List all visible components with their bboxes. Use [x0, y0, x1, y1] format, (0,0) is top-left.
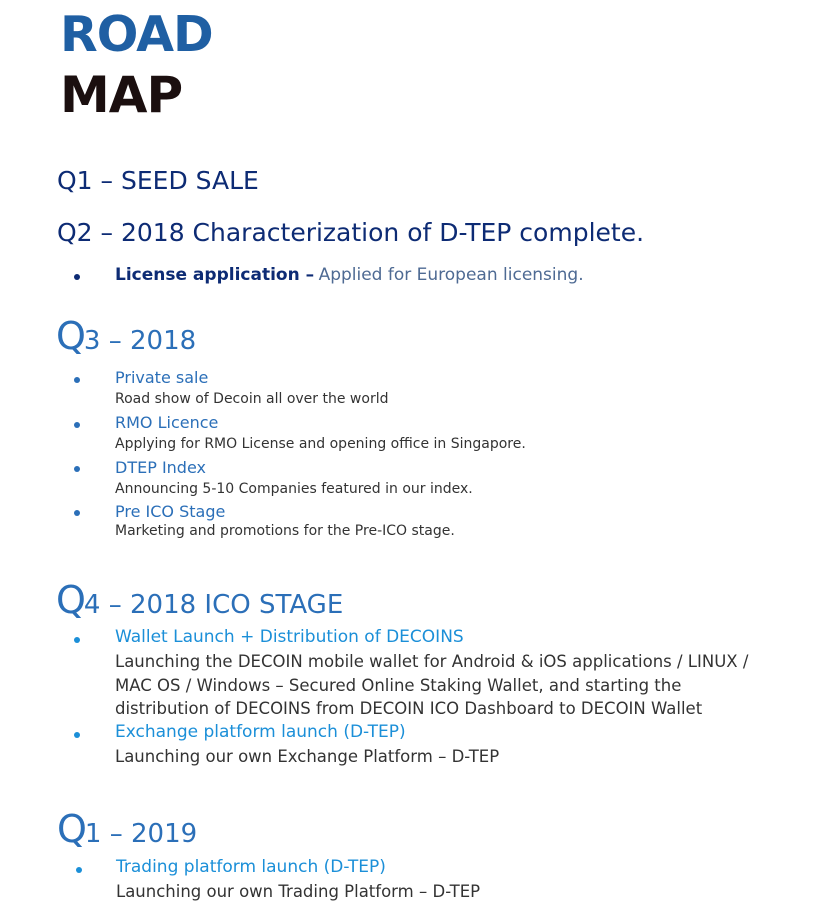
bullet-icon: [74, 732, 80, 738]
section-heading-q3-2018: Q3 – 2018: [56, 314, 197, 358]
bullet-icon: [74, 510, 80, 516]
item-title: Wallet Launch + Distribution of DECOINS: [115, 627, 464, 647]
item-title: DTEP Index: [115, 458, 206, 477]
item-description: Applying for RMO License and opening office in Singapore.: [115, 436, 526, 452]
item-description: Launching our own Trading Platform – D-TEP: [116, 882, 481, 901]
bullet-icon: [74, 274, 80, 280]
item-title: Private sale: [115, 368, 209, 387]
item-title: Exchange platform launch (D-TEP): [115, 722, 406, 742]
section-heading-q4-2018: Q4 – 2018 ICO STAGE: [56, 578, 344, 622]
item-description: Road show of Decoin all over the world: [115, 391, 389, 407]
item-description: MAC OS / Windows – Secured Online Staking Wallet, and starting the: [115, 676, 682, 695]
section-heading-q1-seed: Q1 – SEED SALE: [57, 166, 259, 195]
title-road: ROAD: [60, 6, 213, 63]
section-heading-q2-2018: Q2 – 2018 Characterization of D-TEP complete.: [57, 218, 645, 247]
item-title: RMO Licence: [115, 413, 219, 432]
item-title: Pre ICO Stage: [115, 502, 226, 521]
item-description: Applied for European licensing.: [318, 265, 584, 285]
bullet-icon: [76, 867, 82, 873]
item-description: distribution of DECOINS from DECOIN ICO Dashboard to DECOIN Wallet: [115, 699, 703, 718]
bullet-icon: [74, 377, 80, 383]
list-item: [115, 265, 584, 285]
item-description: Marketing and promotions for the Pre-ICO stage.: [115, 523, 455, 539]
bullet-icon: [74, 422, 80, 428]
item-title: License application –: [115, 265, 315, 285]
title-map: MAP: [60, 66, 183, 124]
bullet-icon: [74, 637, 80, 643]
item-title: Trading platform launch (D-TEP): [116, 857, 386, 877]
section-heading-q1-2019: Q1 – 2019: [57, 807, 198, 851]
bullet-icon: [74, 466, 80, 472]
item-description: Announcing 5-10 Companies featured in our index.: [115, 481, 473, 497]
item-description: Launching the DECOIN mobile wallet for Android & iOS applications / LINUX /: [115, 652, 749, 671]
item-description: Launching our own Exchange Platform – D-TEP: [115, 747, 500, 766]
